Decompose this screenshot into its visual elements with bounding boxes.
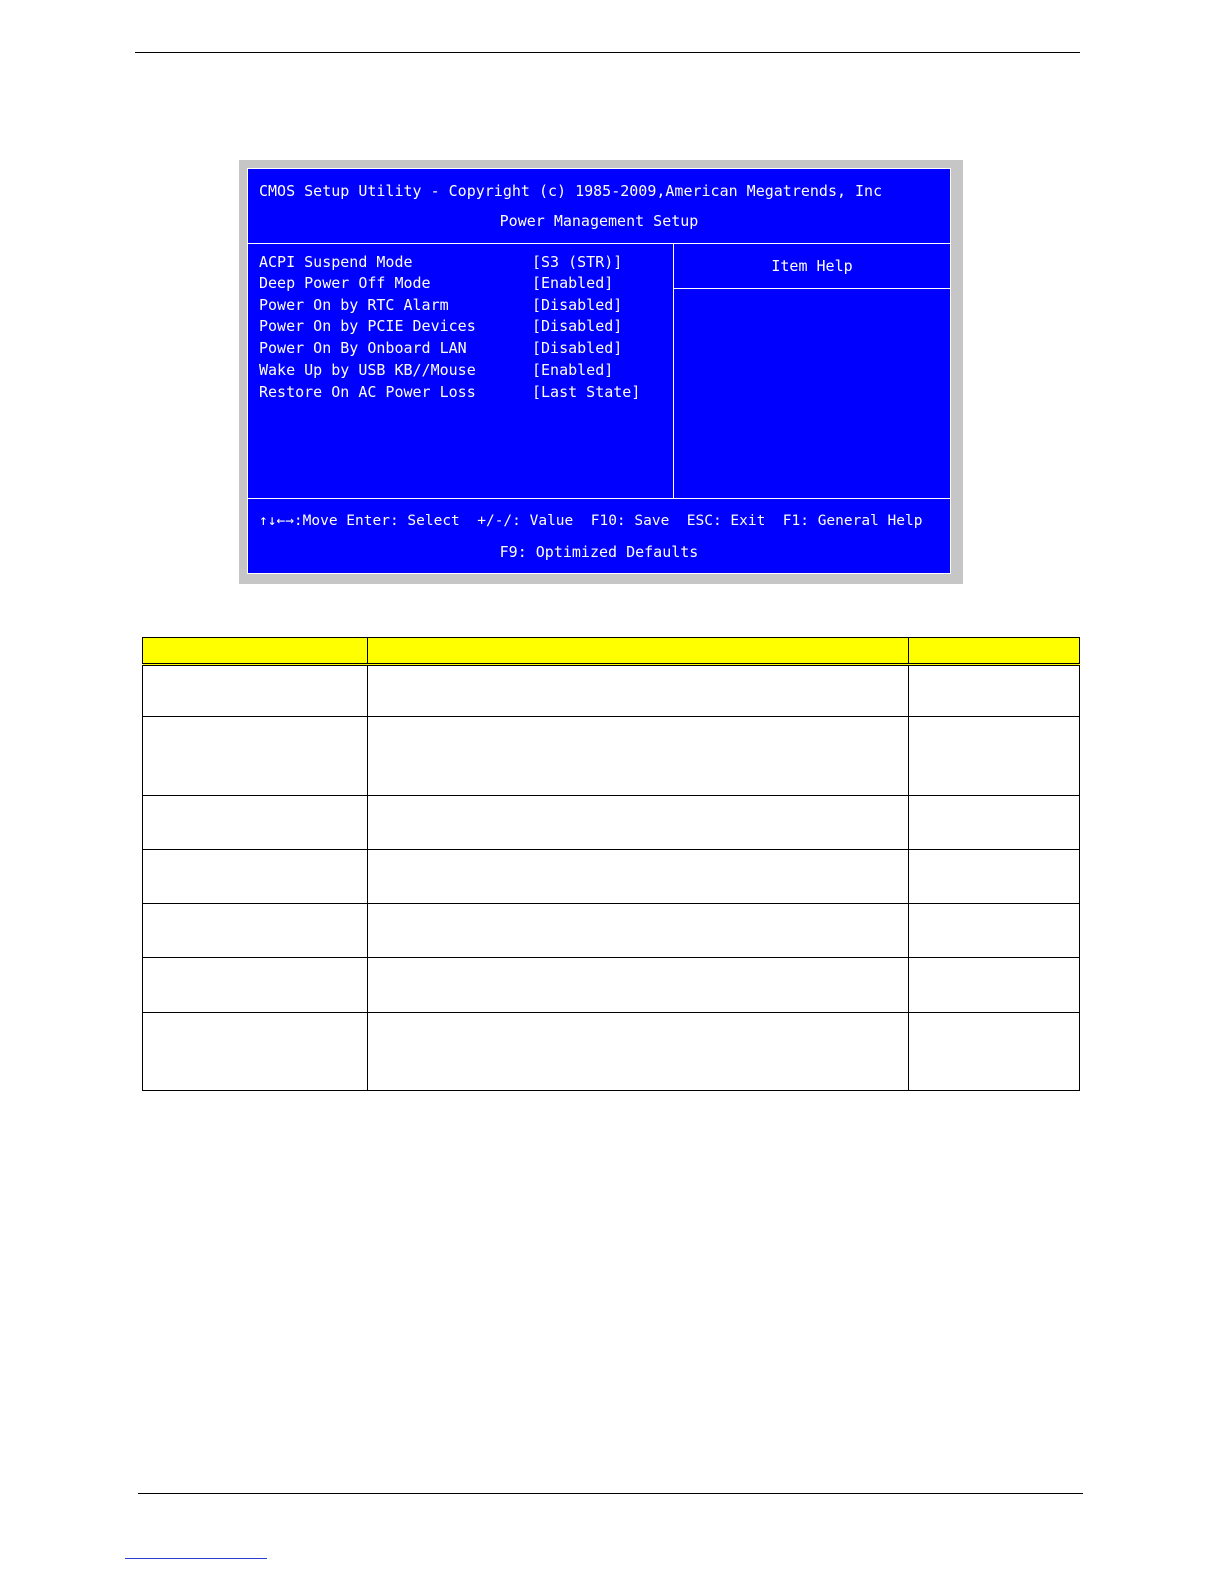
table-header-row [143, 638, 1080, 665]
table-row [143, 717, 1080, 796]
menu-item-label: ACPI Suspend Mode [259, 253, 413, 271]
menu-item-value[interactable]: [Enabled] [532, 274, 614, 292]
header-rule [135, 52, 1080, 53]
table-row [143, 850, 1080, 904]
table-cell [909, 850, 1080, 904]
menu-item-label: Wake Up by USB KB//Mouse [259, 361, 476, 379]
table-row [143, 958, 1080, 1013]
bios-screenshot [239, 160, 963, 584]
menu-item-label: Power On by PCIE Devices [259, 317, 476, 335]
bios-screen [247, 168, 951, 574]
menu-item-value[interactable]: [Disabled] [532, 296, 623, 314]
parameter-table [142, 637, 1080, 1091]
bios-header-divider [248, 243, 950, 244]
table-cell [368, 796, 909, 850]
table-cell [909, 796, 1080, 850]
table-cell [143, 850, 368, 904]
item-help-title: Item Help [771, 257, 853, 275]
bios-footer-divider [248, 498, 950, 499]
bios-column-divider [673, 243, 674, 498]
table-cell [909, 904, 1080, 958]
menu-item-value[interactable]: [Enabled] [532, 361, 614, 379]
menu-item-value[interactable]: [S3 (STR)] [532, 253, 623, 271]
key-help-line: ↑↓←→:Move Enter: Select +/-/: Value F10: Save ESC: Exit F1: General Help [259, 513, 923, 529]
table-cell [143, 665, 368, 717]
menu-item-label: Restore On AC Power Loss [259, 383, 476, 401]
table-cell [143, 904, 368, 958]
table-row [143, 904, 1080, 958]
menu-item-label: Deep Power Off Mode [259, 274, 431, 292]
table-cell [143, 1013, 368, 1091]
table-cell [909, 665, 1080, 717]
bios-title: CMOS Setup Utility - Copyright (c) 1985-2009,American Megatrends, Inc [259, 182, 883, 200]
menu-item-restore-on-ac-power-loss[interactable] [259, 383, 669, 403]
help-title-divider [674, 288, 950, 289]
menu-item-label: Power On by RTC Alarm [259, 296, 449, 314]
table-cell [909, 1013, 1080, 1091]
table-cell [909, 717, 1080, 796]
table-header-cell [143, 638, 368, 665]
table-header-cell [368, 638, 909, 665]
table-cell [368, 717, 909, 796]
menu-item-label: Power On By Onboard LAN [259, 339, 467, 357]
key-help-defaults: F9: Optimized Defaults [499, 543, 699, 561]
bios-subtitle: Power Management Setup [499, 212, 699, 230]
menu-item-deep-power-off-mode[interactable] [259, 274, 669, 294]
table-header-cell [909, 638, 1080, 665]
table-cell [368, 665, 909, 717]
table-row [143, 1013, 1080, 1091]
table-cell [143, 796, 368, 850]
menu-item-wake-up-by-usb[interactable] [259, 361, 669, 381]
table-cell [368, 904, 909, 958]
footer-link-underline [125, 1558, 267, 1559]
table-cell [368, 958, 909, 1013]
menu-item-value[interactable]: [Last State] [532, 383, 641, 401]
table-cell [368, 850, 909, 904]
menu-item-power-on-by-onboard-lan[interactable] [259, 339, 669, 359]
menu-item-value[interactable]: [Disabled] [532, 339, 623, 357]
menu-item-value[interactable]: [Disabled] [532, 317, 623, 335]
menu-item-acpi-suspend-mode[interactable] [259, 253, 669, 273]
table-cell [909, 958, 1080, 1013]
menu-item-power-on-by-rtc-alarm[interactable] [259, 296, 669, 316]
table-row [143, 796, 1080, 850]
table-cell [143, 717, 368, 796]
footer-rule [138, 1493, 1083, 1494]
table-cell [368, 1013, 909, 1091]
table-cell [143, 958, 368, 1013]
table-row [143, 665, 1080, 717]
menu-item-power-on-by-pcie-devices[interactable] [259, 317, 669, 337]
